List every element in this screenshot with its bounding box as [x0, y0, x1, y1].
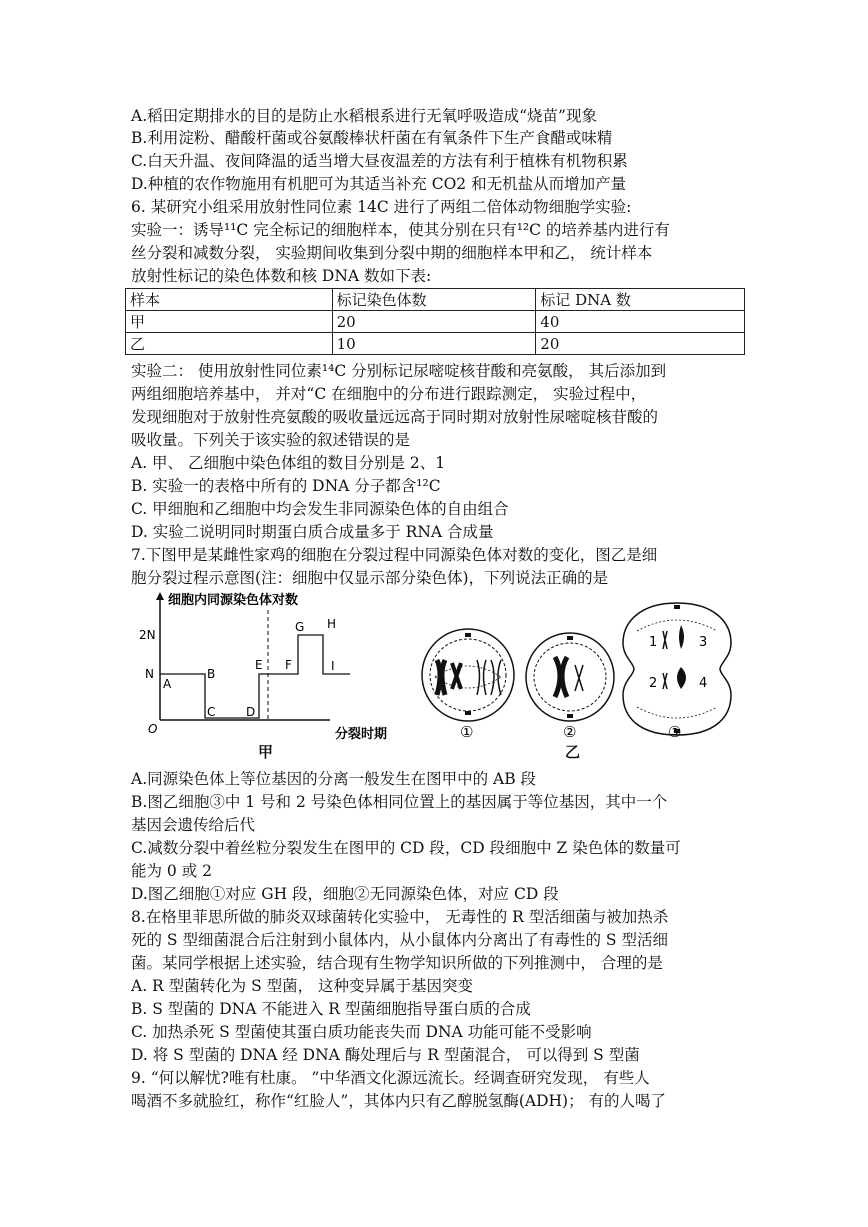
option-a-q7: A.同源染色体上等位基因的分离一般发生在图甲中的 AB 段 — [131, 770, 537, 788]
option-c-q7-line1: C.减数分裂中着丝粒分裂发生在图甲的 CD 段，CD 段细胞中 Z 染色体的数量可 — [131, 839, 681, 857]
question-6-exp1-line1: 实验一：诱导¹¹C 完全标记的细胞样本，使其分别在只有¹²C 的培养基内进行有 — [131, 221, 670, 239]
figure-jia-caption: 甲 — [258, 743, 274, 761]
option-d-q6: D. 实验二说明同时期蛋白质合成量多于 RNA 合成量 — [131, 523, 494, 541]
table-row — [126, 311, 745, 333]
option-a-q8: A. R 型菌转化为 S 型菌， 这种变异属于基因突变 — [131, 977, 474, 995]
figure-jia-chart — [135, 590, 415, 750]
table-cell: 20 — [332, 311, 536, 333]
y-tick-n: N — [145, 667, 154, 681]
figure-yi-cells — [415, 595, 745, 745]
option-b-q7-line1: B.图乙细胞③中 1 号和 2 号染色体相同位置上的基因属于等位基因，其中一个 — [131, 793, 668, 811]
chromosome-number-4: 4 — [699, 676, 708, 691]
chromosome-number-3: 3 — [699, 635, 708, 650]
figure-yi-caption: 乙 — [565, 743, 581, 761]
option-b-q5: B.利用淀粉、醋酸杆菌或谷氨酸棒状杆菌在有氧条件下生产食醋或味精 — [131, 129, 613, 147]
point-label-d: D — [246, 705, 256, 719]
option-d-q8: D. 将 S 型菌的 DNA 经 DNA 酶处理后与 R 型菌混合， 可以得到 S 型菌 — [131, 1046, 640, 1064]
y-tick-origin: O — [148, 722, 158, 736]
table-header-cell: 标记染色体数 — [332, 289, 536, 311]
chart-xlabel: 分裂时期 — [335, 727, 388, 742]
option-d-q5: D.种植的农作物施用有机肥可为其适当补充 CO2 和无机盐从而增加产量 — [131, 175, 627, 193]
question-6-exp1-line3: 放射性标记的染色体数和核 DNA 数如下表: — [131, 267, 432, 285]
chromosome-number-2: 2 — [649, 676, 658, 691]
point-label-e: E — [255, 658, 263, 672]
question-6-exp1-line2: 丝分裂和减数分裂， 实验期间收集到分裂中期的细胞样本甲和乙， 统计样本 — [131, 244, 653, 262]
question-9-stem-line2: 喝酒不多就脸红，称作“红脸人”，其体内只有乙醇脱氢酶(ADH)； 有的人喝了 — [131, 1092, 667, 1110]
point-label-a: A — [163, 677, 172, 691]
option-c-q7-line2: 能为 0 或 2 — [131, 862, 213, 880]
option-a-q5: A.稻田定期排水的目的是防止水稻根系进行无氧呼吸造成“烧苗”现象 — [131, 107, 597, 125]
cell-2 — [526, 633, 614, 721]
option-c-q6: C. 甲细胞和乙细胞中均会发生非同源染色体的自由组合 — [131, 500, 509, 518]
sample-table — [125, 288, 745, 355]
cell-label-3: ③ — [668, 723, 682, 741]
table-row — [126, 333, 745, 355]
table-cell: 20 — [536, 333, 745, 355]
option-c-q5: C.白天升温、夜间降温的适当增大昼夜温差的方法有利于植株有机物积累 — [131, 152, 628, 170]
question-6-exp2-line3: 发现细胞对于放射性亮氨酸的吸收量远远高于同时期对放射性尿嘧啶核苷酸的 — [131, 408, 659, 426]
table-header-cell: 样本 — [126, 289, 333, 311]
point-label-g: G — [295, 620, 305, 634]
chromosome-number-1: 1 — [649, 635, 658, 650]
table-header-row — [126, 289, 745, 311]
question-6-exp2-line2: 两组细胞培养基中， 并对“C 在细胞中的分布进行跟踪测定， 实验过程中， — [131, 385, 647, 403]
option-d-q7: D.图乙细胞①对应 GH 段，细胞②无同源染色体，对应 CD 段 — [131, 885, 559, 903]
cell-1 — [422, 629, 514, 721]
point-label-b: B — [207, 667, 216, 681]
table-header-cell: 标记 DNA 数 — [536, 289, 745, 311]
option-b-q7-line2: 基因会遗传给后代 — [131, 816, 256, 834]
question-6-exp2-line1: 实验二： 使用放射性同位素¹⁴C 分别标记尿嘧啶核苷酸和亮氨酸， 其后添加到 — [131, 362, 667, 380]
y-tick-2n: 2N — [139, 628, 156, 642]
chart-ylabel: 细胞内同源染色体对数 — [168, 593, 299, 608]
table-cell: 甲 — [126, 311, 333, 333]
cell-label-2: ② — [563, 723, 577, 741]
y-axis-arrow — [156, 592, 164, 600]
cell-label-1: ① — [460, 723, 474, 741]
question-9-stem-line1: 9. “何以解忧?唯有杜康。 ”中华酒文化源远流长。经调查研究发现， 有些人 — [131, 1069, 650, 1087]
table-cell: 10 — [332, 333, 536, 355]
point-label-i: I — [331, 659, 335, 673]
question-6-stem: 6. 某研究小组采用放射性同位素 14C 进行了两组二倍体动物细胞学实验: — [131, 198, 632, 216]
point-label-c: C — [207, 705, 216, 719]
question-8-stem-line3: 菌。某同学根据上述实验，结合现有生物学知识所做的下列推测中， 合理的是 — [131, 954, 663, 972]
question-7-stem-line2: 胞分裂过程示意图(注：细胞中仅显示部分染色体)，下列说法正确的是 — [131, 569, 609, 587]
point-label-h: H — [327, 617, 337, 631]
option-b-q6: B. 实验一的表格中所有的 DNA 分子都含¹²C — [131, 477, 441, 495]
table-cell: 乙 — [126, 333, 333, 355]
question-8-stem-line1: 8.在格里菲思所做的肺炎双球菌转化实验中， 无毒性的 R 型活细菌与被加热杀 — [131, 908, 669, 926]
question-6-exp2-line4: 吸收量。下列关于该实验的叙述错误的是 — [131, 431, 411, 449]
point-label-f: F — [285, 658, 292, 672]
table-cell: 40 — [536, 311, 745, 333]
option-c-q8: C. 加热杀死 S 型菌使其蛋白质功能丧失而 DNA 功能可能不受影响 — [131, 1023, 592, 1041]
question-7-stem-line1: 7.下图甲是某雌性家鸡的细胞在分裂过程中同源染色体对数的变化，图乙是细 — [131, 546, 658, 564]
option-a-q6: A. 甲、 乙细胞中染色体组的数目分别是 2、1 — [131, 454, 446, 472]
option-b-q8: B. S 型菌的 DNA 不能进入 R 型菌细胞指导蛋白质的合成 — [131, 1000, 531, 1018]
question-8-stem-line2: 死的 S 型细菌混合后注射到小鼠体内，从小鼠体内分离出了有毒性的 S 型活细 — [131, 931, 668, 949]
cell-3 — [623, 603, 731, 735]
